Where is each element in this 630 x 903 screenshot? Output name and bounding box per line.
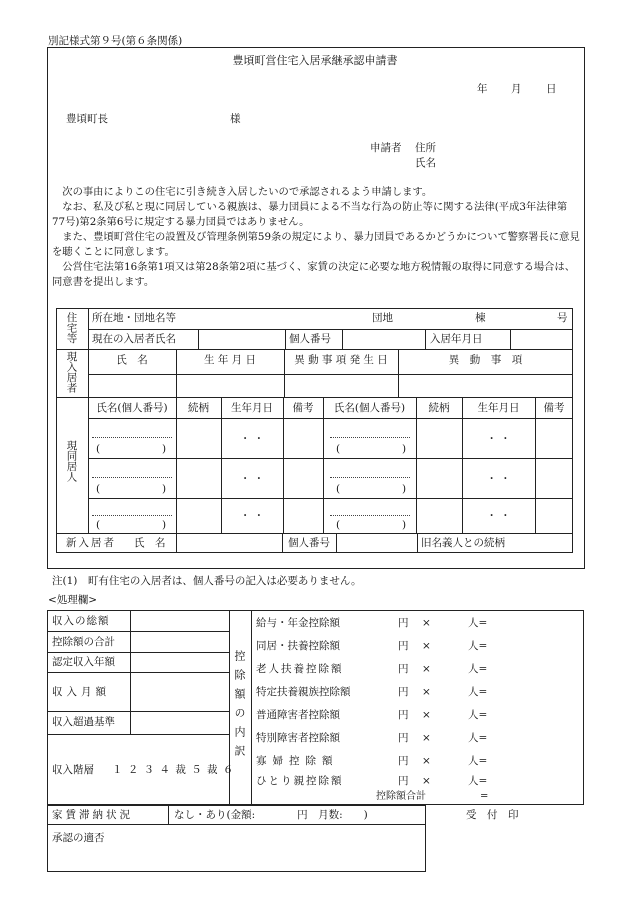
persons-eq: 人= [468, 663, 488, 675]
deduction-side-label: 控除額の内訳 [233, 650, 246, 764]
paren-open: ( [96, 443, 101, 455]
deduction-total-eq: = [480, 791, 489, 802]
new-resident-name-label: 氏 名 [134, 537, 166, 549]
persons-eq: 人= [468, 640, 488, 652]
paren-close: ) [162, 519, 167, 531]
birth-dots: ・ ・ [486, 510, 511, 522]
cohab-header-birth-right: 生年月日 [477, 402, 520, 414]
new-resident-label: 新入居者 [66, 537, 116, 549]
times-sign: × [422, 686, 431, 698]
unit-yen: 円 [398, 755, 409, 767]
cohab-header-name-right: 氏名(個人番号) [333, 402, 406, 414]
times-sign: × [422, 663, 431, 675]
danchi-label: 団地 [372, 312, 393, 324]
paren-open: ( [336, 519, 341, 531]
deduction-item-1: 給与・年金控除額 [256, 617, 340, 629]
persons-eq: 人= [468, 617, 488, 629]
birth-dots: ・ ・ [239, 473, 265, 485]
deduction-item-4: 特定扶養親族控除額 [256, 686, 351, 698]
processing-title: <処理欄> [48, 594, 98, 606]
unit-yen: 円 [398, 663, 409, 675]
new-resident-number-label: 個人番号 [288, 537, 330, 549]
approval-label: 承認の適否 [52, 832, 105, 844]
deduction-item-3: 老人扶養控除額 [256, 663, 344, 675]
paren-open: ( [336, 443, 341, 455]
income-total-label: 収入の総額 [52, 615, 110, 627]
addressee-name: 豊頃町長 [66, 113, 108, 125]
applicant-label: 申請者 [370, 142, 402, 154]
housing-side-label: 住宅等 [65, 312, 78, 344]
paragraph-2: なお、私及び私と現に同居している親族は、暴力団員による不当な行為の防止等に関する法律(平成3年法律第77号)第2条第6号に規定する暴力団員ではありません。 [52, 201, 568, 228]
unit-yen: 円 [398, 775, 409, 787]
income-tier-values: １ ２ ３ ４ 裁 ５ 裁 ６ [112, 764, 235, 776]
header-change-item: 異 動 事 項 [448, 354, 523, 366]
times-sign: × [422, 617, 431, 629]
monthly-income-label: 収入月額 [52, 686, 110, 698]
cohab-header-note-right: 備考 [543, 402, 565, 414]
stamp-label: 受 付 印 [466, 809, 519, 821]
note: 注(1) 町有住宅の入居者は、個人番号の記入は必要ありません。 [52, 575, 362, 587]
deduction-item-7: 寡婦控除額 [256, 755, 339, 767]
times-sign: × [422, 775, 431, 787]
paren-open: ( [96, 483, 101, 495]
unit-yen: 円 [398, 617, 409, 629]
header-name: 氏 名 [116, 354, 148, 366]
tou-label: 棟 [475, 312, 486, 324]
persons-eq: 人= [468, 732, 488, 744]
move-in-date-label: 入居年月日 [430, 333, 483, 345]
persons-eq: 人= [468, 755, 488, 767]
cohab-header-note-left: 備考 [292, 402, 314, 414]
unit-yen: 円 [398, 709, 409, 721]
deduction-total-label: 控除額合計 [376, 791, 426, 802]
paragraph-4: 公営住宅法第16条第1項又は第28条第2項に基づく、家賃の決定に必要な地方税情報の取得に同意する場合は、同意書を提出します。 [52, 261, 576, 288]
times-sign: × [422, 732, 431, 744]
cohab-header-relation-left: 続柄 [188, 402, 209, 414]
birth-dots: ・ ・ [486, 473, 511, 485]
addressee-sama: 様 [230, 113, 241, 125]
paragraph-3: また、豊頃町営住宅の設置及び管理条例第59条の規定により、暴力団員であるかどうかについて警察署長に意見を聴くことに同意します。 [52, 231, 580, 258]
date-year: 年 [477, 83, 488, 95]
applicant-address-label: 住所 [415, 142, 436, 154]
paren-open: ( [96, 519, 101, 531]
paren-close: ) [162, 443, 167, 455]
times-sign: × [422, 640, 431, 652]
relation-label: 旧名義人との続柄 [421, 537, 505, 549]
paren-close: ) [402, 483, 407, 495]
paragraph-1: 次の事由によりこの住宅に引き続き入居したいので承認されるよう申請します。 [62, 186, 433, 198]
birth-dots: ・ ・ [239, 433, 265, 445]
applicant-name-label: 氏名 [415, 157, 436, 169]
paren-open: ( [336, 483, 341, 495]
cohab-header-name-left: 氏名(個人番号) [96, 402, 168, 414]
times-sign: × [422, 709, 431, 721]
header-change-date: 異 動 事 項 発 生 日 [294, 354, 388, 366]
persons-eq: 人= [468, 775, 488, 787]
persons-eq: 人= [468, 686, 488, 698]
rent-arrears-label: 家賃滞納状況 [52, 809, 133, 821]
persons-eq: 人= [468, 709, 488, 721]
header-birthdate: 生 年 月 日 [203, 354, 256, 366]
rent-arrears-value: なし・あり(金額: 円 月数: ) [174, 809, 368, 821]
deduction-item-8: ひとり親控除額 [256, 775, 344, 787]
paren-close: ) [162, 483, 167, 495]
deduction-item-6: 特別障害者控除額 [256, 732, 340, 744]
income-excess-label: 収入超過基準 [52, 716, 115, 728]
birth-dots: ・ ・ [486, 433, 511, 445]
cohab-header-relation-right: 続柄 [428, 402, 450, 414]
paren-close: ) [402, 519, 407, 531]
deduction-item-2: 同居・扶養控除額 [256, 640, 340, 652]
recognized-income-label: 認定収入年額 [52, 656, 115, 668]
date-day: 日 [546, 83, 557, 95]
declaration-text [52, 185, 580, 290]
paren-close: ) [402, 443, 407, 455]
deduction-item-5: 普通障害者控除額 [256, 709, 340, 721]
individual-number-label: 個人番号 [289, 333, 331, 345]
current-resident-side-label: 現入居者 [65, 351, 78, 393]
form-number: 別記様式第９号(第６条関係) [48, 35, 183, 47]
income-tier-label: 収入階層 [52, 764, 94, 776]
date-month: 月 [511, 83, 522, 95]
unit-yen: 円 [398, 732, 409, 744]
cohabitant-side-label: 現同居人 [65, 440, 78, 482]
location-label: 所在地・団地名等 [92, 312, 176, 324]
unit-yen: 円 [398, 640, 409, 652]
gou-label: 号 [557, 312, 568, 324]
current-resident-label: 現在の入居者氏名 [92, 333, 176, 345]
unit-yen: 円 [398, 686, 409, 698]
form-title: 豊頃町営住宅入居承継承認申請書 [232, 54, 398, 67]
birth-dots: ・ ・ [239, 510, 265, 522]
times-sign: × [422, 755, 431, 767]
deduction-sum-label: 控除額の合計 [52, 636, 115, 648]
cohab-header-birth-left: 生年月日 [231, 402, 273, 414]
